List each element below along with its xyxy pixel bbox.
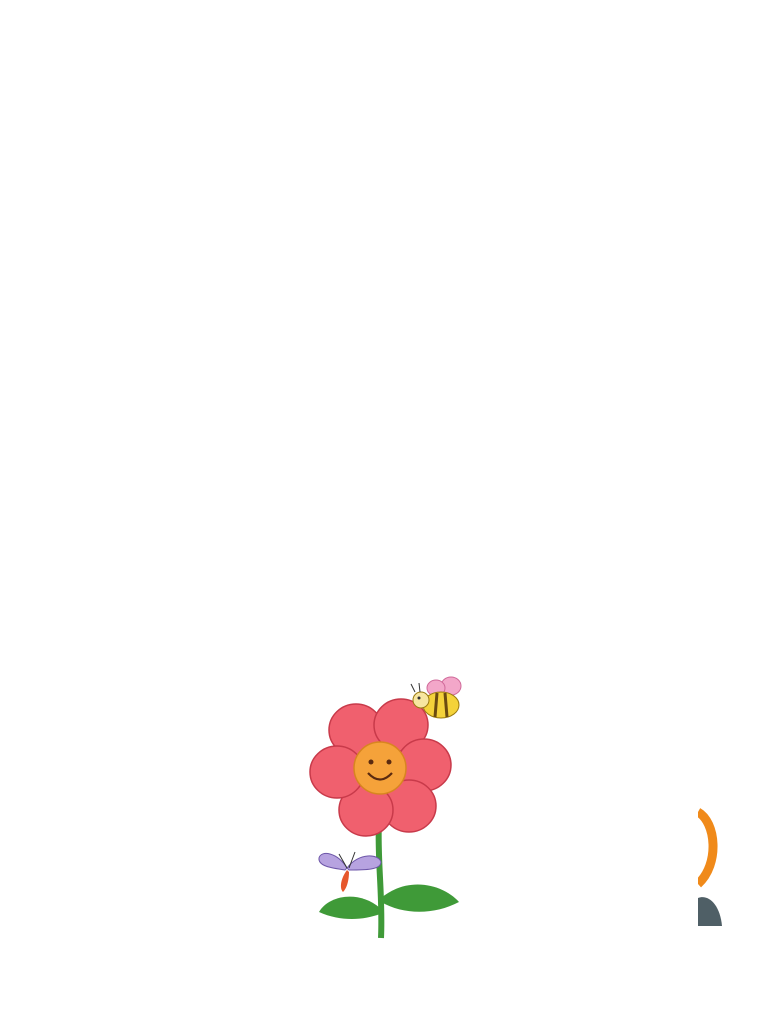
flower-with-bee-and-butterfly-icon — [259, 670, 509, 940]
gray-shape-decoration — [698, 894, 724, 930]
butterfly-border-top — [54, 70, 674, 108]
document-page — [54, 70, 674, 990]
butterfly-border-bottom — [54, 954, 674, 992]
butterfly-border-right — [638, 106, 676, 958]
butterfly-border-left — [54, 106, 92, 958]
orange-arc-decoration — [698, 808, 722, 888]
